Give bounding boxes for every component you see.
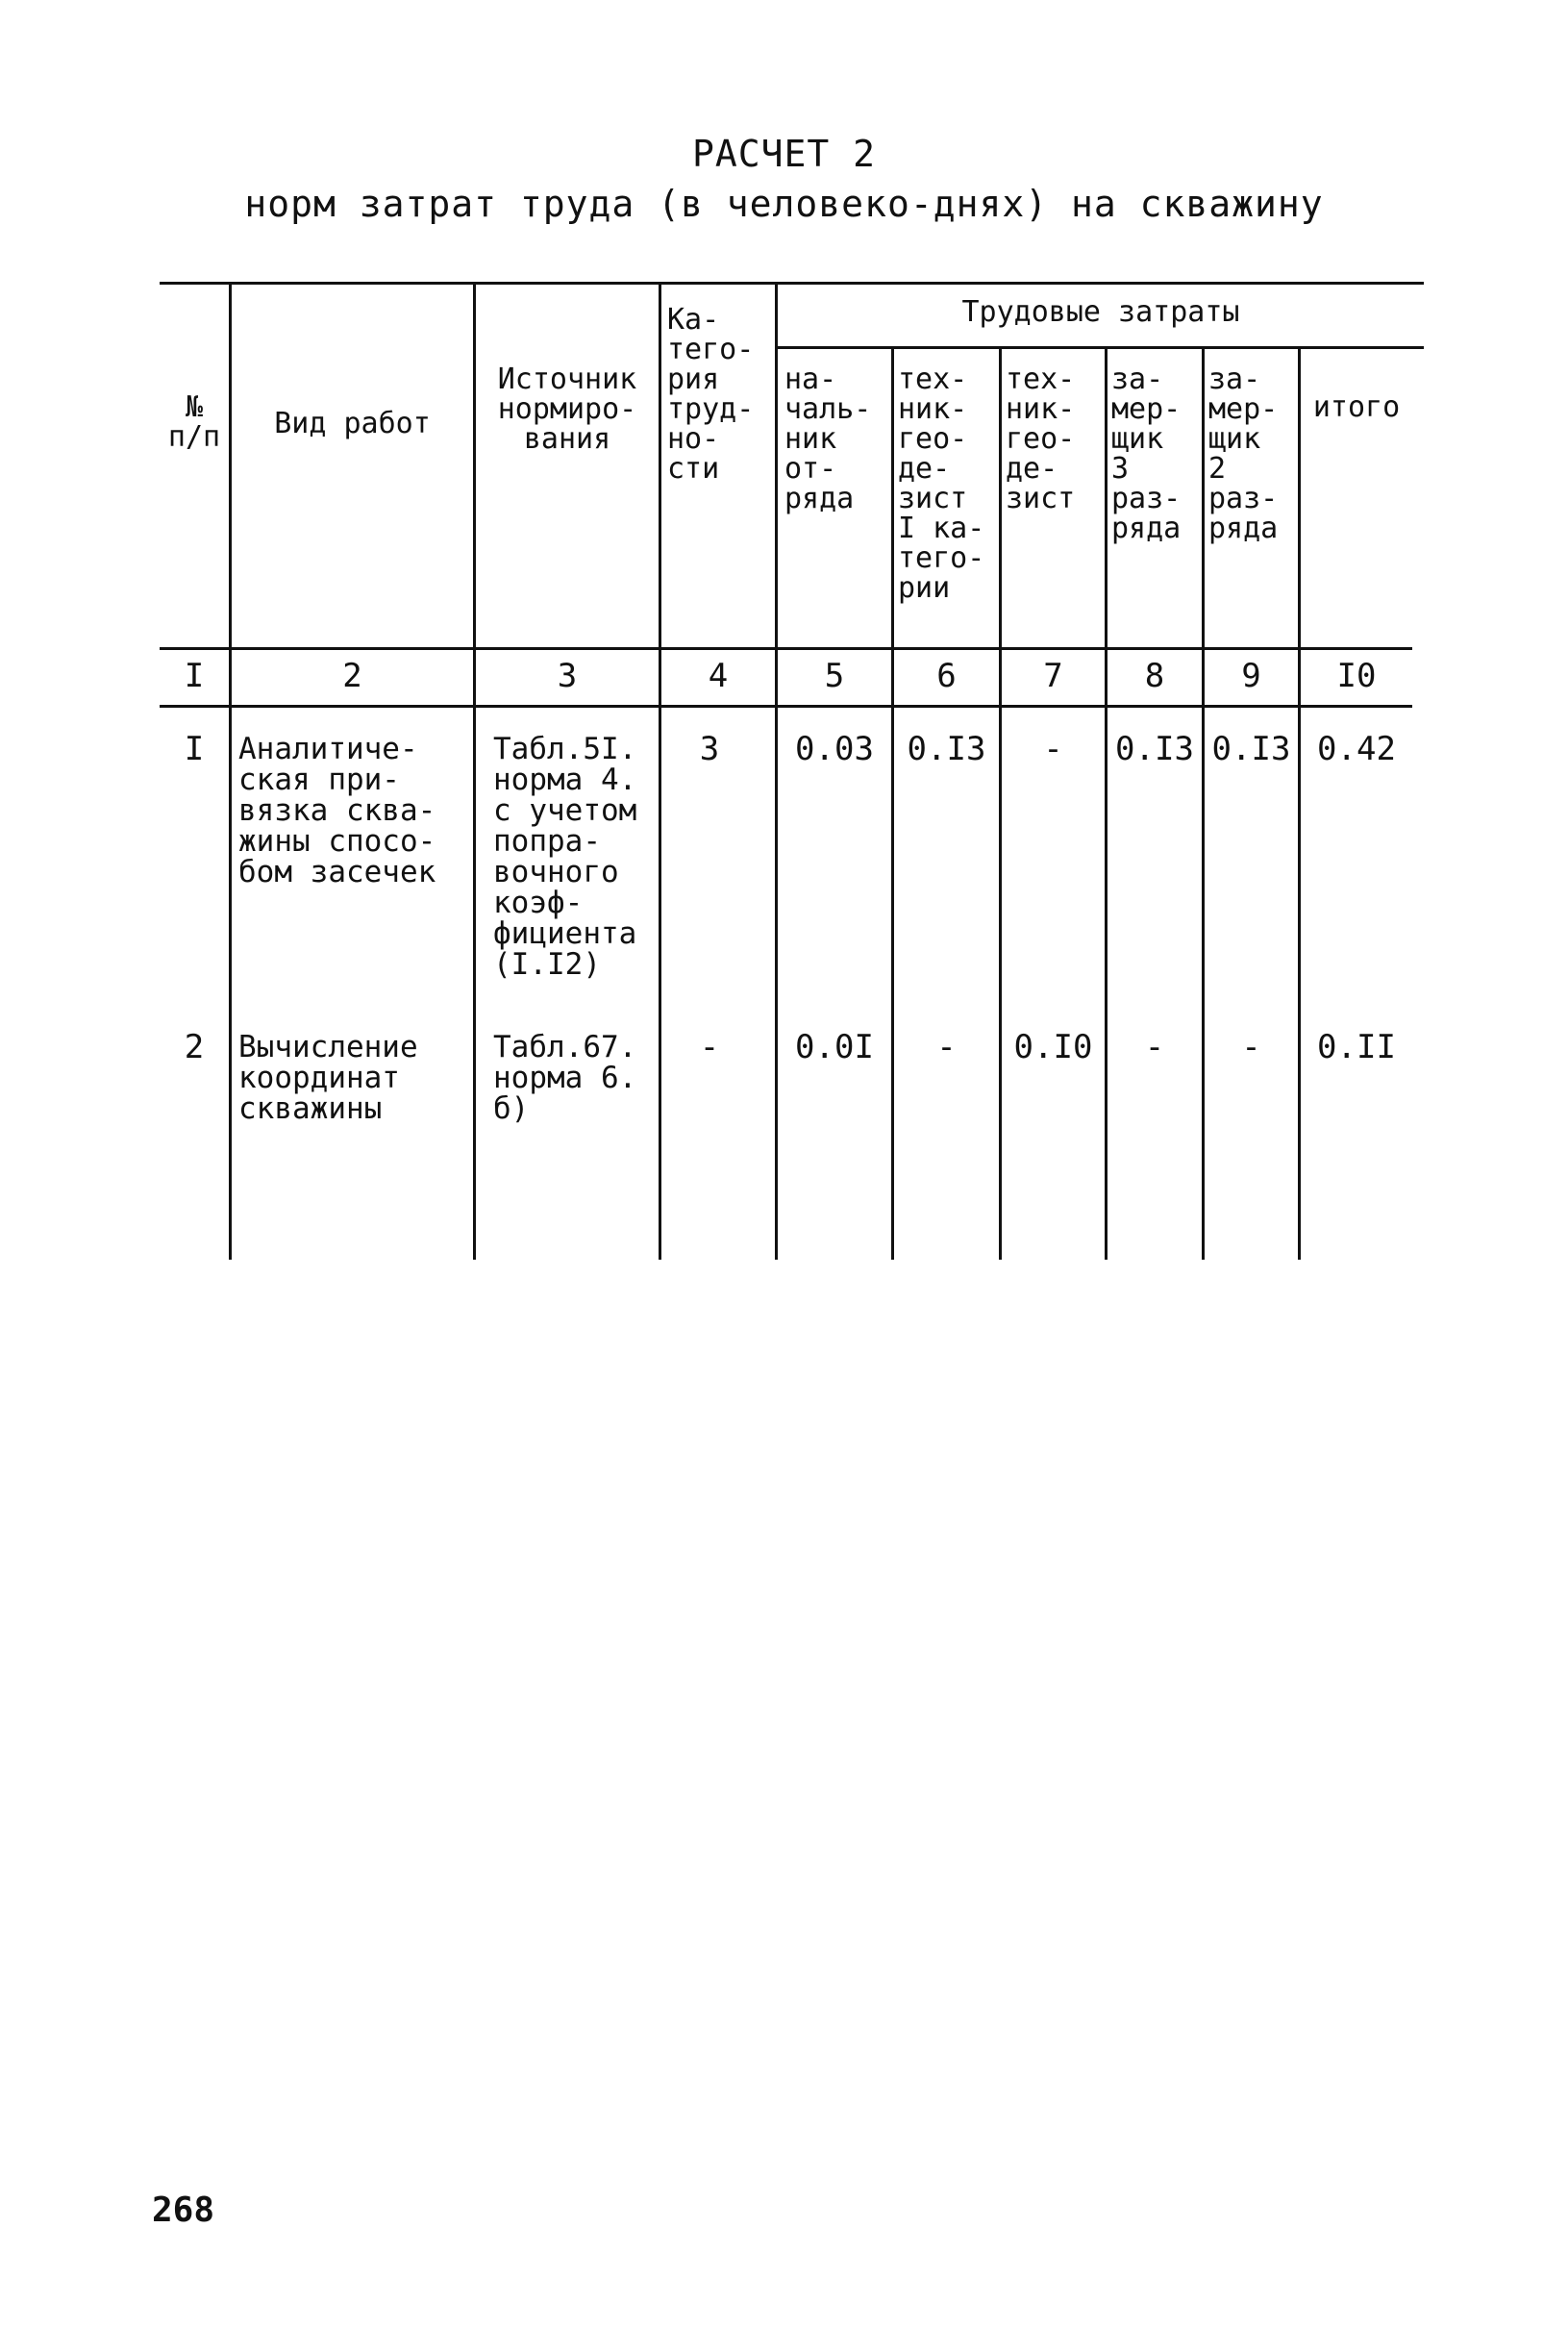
column-numbers-rule [160, 705, 1412, 708]
column-number: 2 [342, 657, 362, 695]
column-number: I [184, 657, 205, 695]
header-norm-source: Источник нормиро- вания [497, 363, 637, 456]
header-labor-costs: Трудовые затраты [961, 295, 1240, 329]
header-detachment-chief: на- чаль- ник от- ряда [784, 363, 872, 515]
row-value-chief: 0.0I [795, 1028, 874, 1066]
row-value-total: 0.42 [1317, 730, 1396, 768]
row-value-measurer2: - [1241, 1028, 1261, 1066]
col-divider-5 [891, 346, 894, 1260]
row-value-surveyor: - [1043, 730, 1063, 768]
table-top-rule [160, 282, 1424, 285]
column-number: 7 [1043, 657, 1063, 695]
labor-cost-table [160, 282, 1424, 1260]
column-number: 3 [557, 657, 578, 695]
header-bottom-rule [160, 647, 1412, 650]
row-number: I [184, 730, 205, 768]
page-number: 268 [152, 2190, 215, 2230]
col-divider-3 [659, 282, 661, 1260]
header-measurer-grade3: за- мер- щик 3 раз- ряда [1111, 363, 1182, 545]
col-divider-6 [999, 346, 1002, 1260]
row-category: 3 [699, 730, 720, 768]
header-surveyor: тех- ник- гео- де- зист [1006, 363, 1076, 515]
row-value-surveyor-cat1: 0.I3 [907, 730, 986, 768]
row-work-type: Аналитиче- ская при- вязка сква- жины спосо- бом засечек [238, 732, 436, 889]
header-number: № п/п [167, 390, 221, 454]
col-divider-7 [1105, 346, 1108, 1260]
row-value-surveyor-cat1: - [936, 1028, 957, 1066]
document-subtitle: норм затрат труда (в человеко-днях) на скважину [244, 183, 1324, 225]
row-norm-source: Табл.67. норма 6. б) [493, 1030, 637, 1126]
row-number: 2 [184, 1028, 205, 1066]
col-divider-9 [1298, 346, 1301, 1260]
row-value-surveyor: 0.I0 [1013, 1028, 1093, 1066]
column-number: 8 [1144, 657, 1165, 695]
column-number: 4 [708, 657, 729, 695]
document-title: РАСЧЕТ 2 [691, 133, 877, 175]
col-divider-8 [1202, 346, 1205, 1260]
header-work-type: Вид работ [274, 407, 431, 440]
column-number: 9 [1241, 657, 1261, 695]
column-number: I0 [1336, 657, 1377, 695]
header-surveyor-cat1: тех- ник- гео- де- зист I ка- тего- рии [898, 363, 985, 605]
row-value-chief: 0.03 [795, 730, 874, 768]
header-total: итого [1312, 390, 1401, 424]
header-difficulty-category: Ка- тего- рия труд- но- сти [667, 303, 755, 486]
row-value-measurer2: 0.I3 [1211, 730, 1291, 768]
row-value-measurer3: 0.I3 [1115, 730, 1194, 768]
row-norm-source: Табл.5I. норма 4. с учетом попра- вочного коэф- фициента (I.I2) [493, 732, 637, 982]
group-header-rule [775, 346, 1424, 349]
row-category: - [699, 1028, 720, 1066]
column-number: 6 [936, 657, 957, 695]
row-work-type: Вычисление координат скважины [238, 1030, 418, 1126]
column-number: 5 [824, 657, 845, 695]
header-measurer-grade2: за- мер- щик 2 раз- ряда [1208, 363, 1279, 545]
col-divider-4 [775, 282, 778, 1260]
row-value-measurer3: - [1144, 1028, 1165, 1066]
row-value-total: 0.II [1317, 1028, 1396, 1066]
